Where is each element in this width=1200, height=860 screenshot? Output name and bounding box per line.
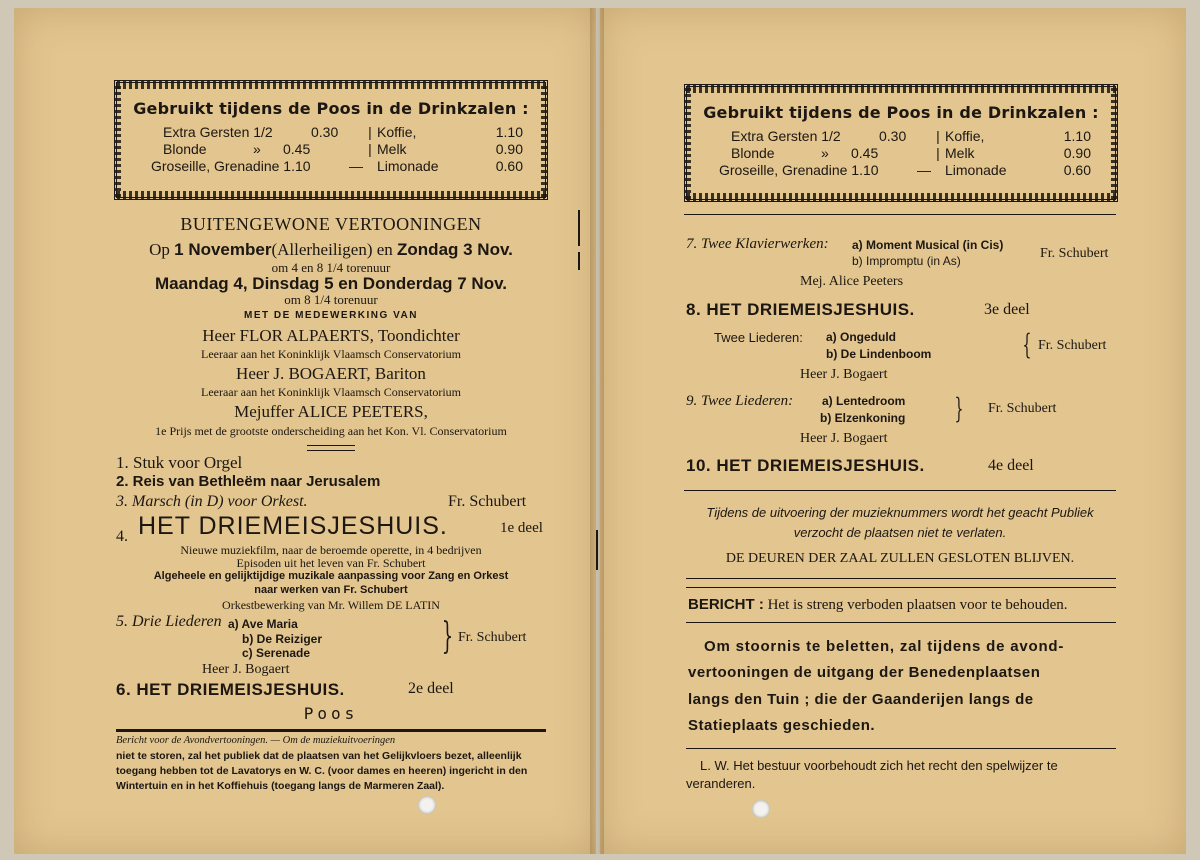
item-9-composer: Fr. Schubert [988,401,1057,416]
item-2: 2. Reis van Bethleëm naar Jerusalem [116,473,381,490]
management-line-2: veranderen. [686,776,756,791]
price-row: Extra Gersten 1/2 0.30 | Koffie, 1.10 [163,124,523,140]
request-line-1: Tijdens de uitvoering der muzieknummers wordt het geacht Publiek [706,505,1094,520]
date-line-2: Maandag 4, Dinsdag 5 en Donderdag 7 Nov. [154,274,508,293]
brace-icon: } [441,616,454,657]
exit-notice-2: vertooningen de uitgang der Benedenplaatsen [688,664,1041,681]
item-5-composer: Fr. Schubert [458,630,527,645]
item-3-composer: Fr. Schubert [448,493,527,510]
songs-performer: Heer J. Bogaert [800,367,888,382]
intermission-label: Poos [303,704,359,723]
item-9: 9. Twee Liederen: [686,393,794,409]
doors-notice: DE DEUREN DER ZAAL ZULLEN GESLOTEN BLIJVEN. [725,551,1075,566]
ornament-border [1111,87,1117,199]
item-6-part: 2e deel [408,680,454,697]
price-box-title: Gebruikt tijdens de Poos in de Drinkzalen : [703,103,1099,122]
ornament-border [117,191,545,199]
performer-1-role: Leeraar aan het Koninklijk Vlaamsch Conservatorium [200,347,462,361]
item-10: 10. HET DRIEMEISJESHUIS. [686,456,925,475]
exit-notice-3: langs den Tuin ; die der Gaanderijen langs de [688,691,1034,708]
bericht-line [688,596,1068,614]
item-9-a: a) Lentedroom [822,394,906,408]
price-row: Extra Gersten 1/2 0.30 | Koffie, 1.10 [731,128,1091,144]
brace-icon: } [954,392,964,425]
item-8: 8. HET DRIEMEISJESHUIS. [686,300,915,319]
margin-mark [596,530,598,570]
notice-line-1: Bericht voor de Avondvertooningen. — Om de muziekuitvoeringen [116,735,396,746]
price-row: Groseille, Grenadine 1.10 — Limonade 0.60 [719,162,1091,178]
item-8-part: 3e deel [984,301,1030,318]
item-7: 7. Twee Klavierwerken: [686,236,829,252]
date-line-1: Op 1 November(Allerheiligen) en Zondag 3 Nov. [149,240,513,259]
price-row: Blonde » 0.45 | Melk 0.90 [163,141,523,157]
management-line-1: L. W. Het bestuur voorbehoudt zich het recht den spelwijzer te [700,758,1058,773]
performer-2-name: Heer J. BOGAERT, Bariton [236,364,426,383]
item-4-desc-3: Algeheele en gelijktijdige muzikale aanpassing voor Zang en Orkest [153,570,509,582]
item-4-desc-2: Episoden uit het leven van Fr. Schubert [236,556,426,570]
item-5-b: b) De Reiziger [242,632,323,646]
songs-heading: Twee Liederen: [714,330,803,345]
item-4-desc-5: Orkestbewerking van Mr. Willem DE LATIN [222,598,440,612]
item-4-part: 1e deel [500,520,543,536]
heading-buitengewone: BUITENGEWONE VERTOONINGEN [180,214,482,234]
item-5-performer: Heer J. Bogaert [202,662,290,677]
ornament-border [687,193,1115,201]
item-9-performer: Heer J. Bogaert [800,431,888,446]
item-4-desc-4: naar werken van Fr. Schubert [254,584,408,596]
item-4-desc-1: Nieuwe muziekfilm, naar de beroemde operette, in 4 bedrijven [180,543,482,557]
bericht-text: Het is streng verboden plaatsen voor te behouden. [767,597,1068,613]
item-7-b: b) Impromptu (in As) [852,254,961,268]
song-b: b) De Lindenboom [826,347,932,361]
brace-icon: { [1022,328,1032,361]
item-4-title: HET DRIEMEISJESHUIS. [138,512,448,540]
notice-line-3: toegang hebben tot de Lavatorys en W. C. (voor dames en heeren) ingericht in den [116,765,528,777]
performer-3-name: Mejuffer ALICE PEETERS, [234,402,428,421]
bericht-label: BERICHT : [688,596,764,613]
time-line-1: om 4 en 8 1/4 torenuur [271,260,391,275]
divider-ornament [686,578,1116,588]
item-4-number: 4. [116,528,128,545]
punch-hole [418,796,436,814]
divider-line [684,490,1116,491]
notice-line-4: Wintertuin en in het Koffiehuis (toegang langs de Marmeren Zaal). [116,780,445,792]
item-7-performer: Mej. Alice Peeters [800,274,904,289]
item-7-composer: Fr. Schubert [1040,246,1109,261]
margin-mark [578,252,580,270]
price-row: Groseille, Grenadine 1.10 — Limonade 0.60 [151,158,523,174]
ornament-border [685,87,691,199]
item-9-b: b) Elzenkoning [820,411,906,425]
book-gutter [590,8,604,854]
divider-line [116,729,546,732]
margin-mark [578,210,580,246]
ornament-border [117,81,545,89]
performer-3-role: 1e Prijs met de grootste onderscheiding aan het Kon. Vl. Conservatorium [155,424,507,438]
divider-line [686,748,1116,749]
time-line-2: om 8 1/4 torenuur [284,292,378,307]
request-line-2: verzocht de plaatsen niet te verlaten. [793,525,1007,540]
item-6: 6. HET DRIEMEISJESHUIS. [116,680,345,699]
performer-1-name: Heer FLOR ALPAERTS, Toondichter [202,326,460,345]
ornament-border [541,83,547,197]
price-box-left [114,80,548,200]
song-a: a) Ongeduld [826,330,896,344]
price-row: Blonde » 0.45 | Melk 0.90 [731,145,1091,161]
ornament-border [115,83,121,197]
divider-line [684,214,1116,215]
item-7-a: a) Moment Musical (in Cis) [852,238,1004,252]
item-10-part: 4e deel [988,457,1034,474]
ornament-border [687,85,1115,93]
divider-line [686,622,1116,623]
price-box-title: Gebruikt tijdens de Poos in de Drinkzalen : [133,99,529,118]
exit-notice-4: Statieplaats geschieden. [688,717,876,734]
price-box-right [684,84,1118,202]
item-5-a: a) Ave Maria [228,617,298,631]
notice-line-2: niet te storen, zal het publiek dat de plaatsen van het Gelijkvloers bezet, alleenlijk [116,750,522,762]
exit-notice-1: Om stoornis te beletten, zal tijdens de avond- [704,638,1065,655]
performer-2-role: Leeraar aan het Koninklijk Vlaamsch Conservatorium [200,385,462,399]
punch-hole [752,800,770,818]
item-1: 1. Stuk voor Orgel [116,453,243,472]
item-5: 5. Drie Liederen [116,613,222,630]
collaboration-label: MET DE MEDEWERKING VAN [244,310,418,321]
item-5-c: c) Serenade [242,646,311,660]
songs-composer: Fr. Schubert [1038,338,1107,353]
item-3: 3. Marsch (in D) voor Orkest. [116,493,308,510]
